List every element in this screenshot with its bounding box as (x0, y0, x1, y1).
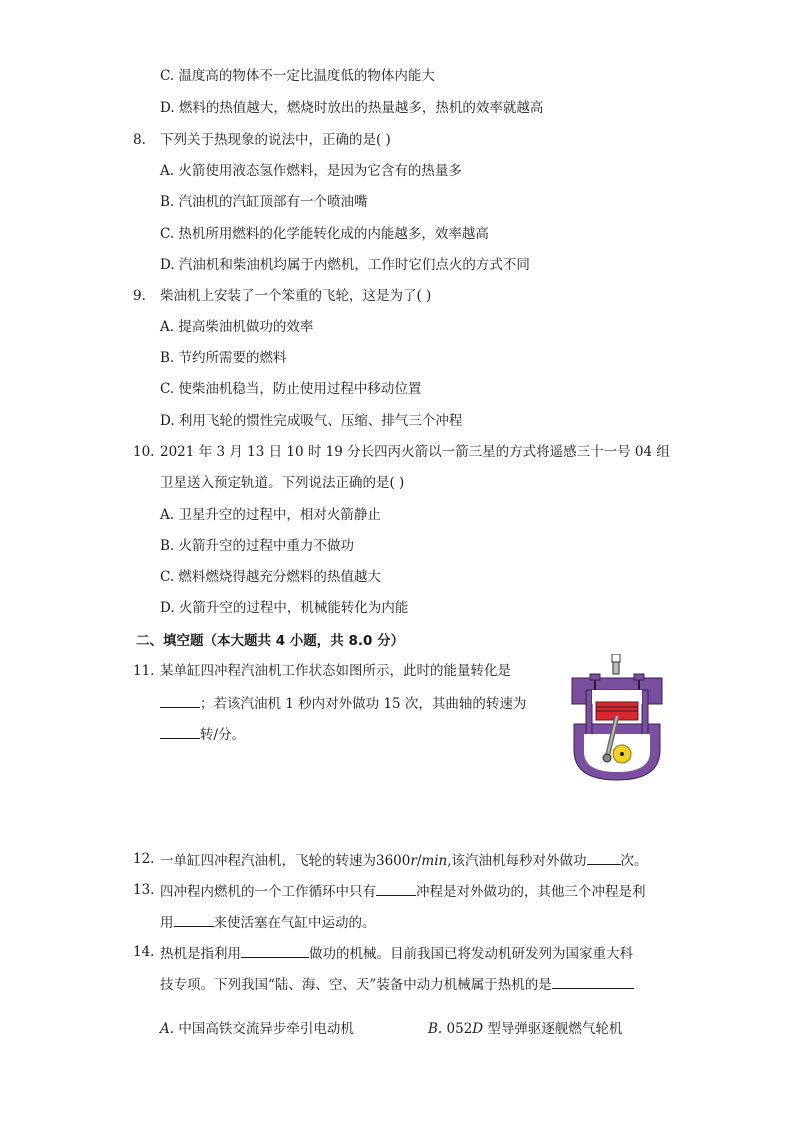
q8-option-d: D. 汽油机和柴油机均属于内燃机，工作时它们点火的方式不同 (160, 257, 530, 273)
q9-number: 9. (133, 288, 146, 304)
q12-blank[interactable] (587, 850, 621, 865)
q11-blank-1[interactable] (160, 693, 200, 708)
q8-option-a: A. 火箭使用液态氢作燃料，是因为它含有的热量多 (160, 163, 462, 179)
q13-number: 13. (133, 882, 155, 898)
q12-number: 12. (133, 851, 155, 867)
engine-diagram (562, 654, 672, 784)
q7-option-c: C. 温度高的物体不一定比温度低的物体内能大 (160, 68, 435, 84)
q11-line1: 某单缸四冲程汽油机工作状态如图所示，此时的能量转化是 (160, 663, 511, 679)
q14-number: 14. (133, 944, 155, 960)
section-title-fill-blank: 二、填空题（本大题共 4 小题，共 8.0 分） (136, 633, 405, 649)
q10-stem-line1: 2021 年 3 月 13 日 10 时 19 分长四丙火箭以一箭三星的方式将遥感三十一号 04 组 (160, 444, 670, 460)
q8-option-b: B. 汽油机的汽缸顶部有一个喷油嘴 (160, 194, 368, 210)
q10-stem-line2: 卫星送入预定轨道。下列说法正确的是( ) (160, 475, 405, 491)
q9-option-c: C. 使柴油机稳当，防止使用过程中移动位置 (160, 381, 422, 397)
q10-option-b: B. 火箭升空的过程中重力不做功 (160, 538, 355, 554)
q14-line1: 热机是指利用 做功的机械。目前我国已将发动机研发列为国家重大科 (160, 943, 633, 963)
q10-number: 10. (133, 444, 155, 460)
q10-option-d: D. 火箭升空的过程中，机械能转化为内能 (160, 600, 409, 616)
q8-option-c: C. 热机所用燃料的化学能转化成的内能越多，效率越高 (160, 226, 489, 242)
q14-blank-2[interactable] (552, 974, 634, 989)
q11-line2: ；若该汽油机 1 秒内对外做功 15 次，其曲轴的转速为 (160, 693, 526, 713)
q10-option-c: C. 燃料燃烧得越充分燃料的热值越大 (160, 569, 381, 585)
q9-option-a: A. 提高柴油机做功的效率 (160, 319, 314, 335)
q13-blank-1[interactable] (376, 881, 416, 896)
q7-option-d: D. 燃料的热值越大，燃烧时放出的热量越多，热机的效率就越高 (160, 100, 544, 116)
q11-line3: 转/分。 (160, 724, 245, 744)
q14-line2: 技专项。下列我国“陆、海、空、天”装备中动力机械属于热机的是 (160, 974, 634, 994)
q13-line2: 用 来使活塞在气缸中运动的。 (160, 912, 376, 932)
q12-line: 一单缸四冲程汽油机，飞轮的转速为3600r/min,该汽油机每秒对外做功 次。 (160, 850, 648, 870)
q14-blank-1[interactable] (241, 943, 309, 958)
q9-option-d: D. 利用飞轮的惯性完成吸气、压缩、排气三个冲程 (160, 413, 463, 429)
q9-option-b: B. 节约所需要的燃料 (160, 350, 287, 366)
q8-number: 8. (133, 132, 146, 148)
q9-stem: 柴油机上安装了一个笨重的飞轮，这是为了( ) (160, 288, 432, 304)
q13-blank-2[interactable] (174, 912, 214, 927)
q13-line1: 四冲程内燃机的一个工作循环中只有 冲程是对外做功的，其他三个冲程是利 (160, 881, 646, 901)
q10-option-a: A. 卫星升空的过程中，相对火箭静止 (160, 507, 381, 523)
q14-option-b: B. 052D 型导弹驱逐舰燃气轮机 (428, 1021, 623, 1037)
q8-stem: 下列关于热现象的说法中，正确的是( ) (160, 132, 391, 148)
q11-number: 11. (133, 663, 155, 679)
q11-blank-2[interactable] (160, 724, 200, 739)
q14-option-a: A. 中国高铁交流异步牵引电动机 (160, 1021, 354, 1037)
